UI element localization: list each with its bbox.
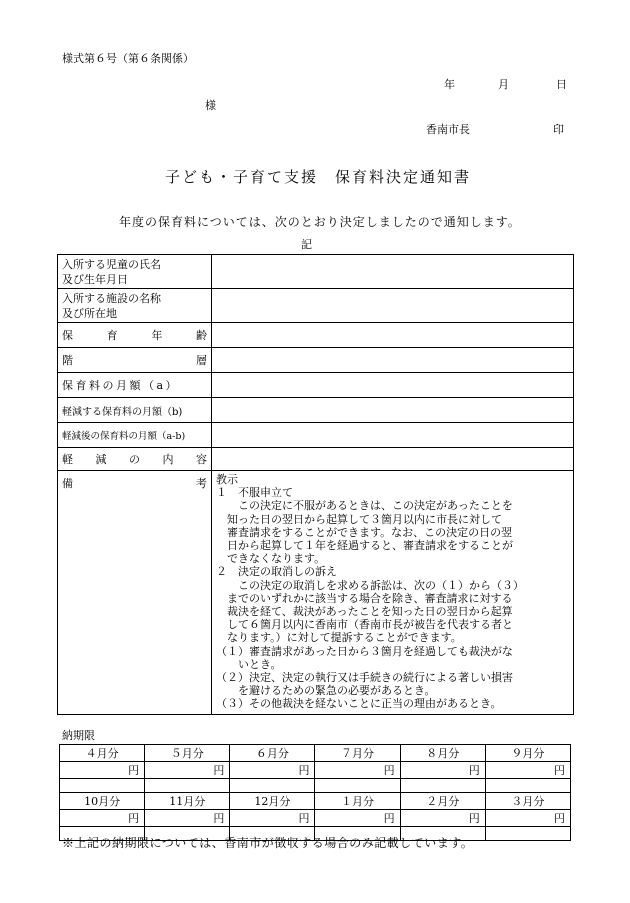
monthly-fee-field[interactable]: [212, 373, 574, 398]
label-char: 備: [62, 477, 73, 490]
remarks-cell: [212, 471, 574, 715]
notes-line: なります。）に対して提訴することができます。: [216, 631, 462, 645]
issuer-name: 香南市長: [426, 123, 470, 136]
notes-line: を避けるための緊急の必要があるとき。: [216, 684, 436, 698]
table-row: [60, 762, 571, 779]
label-char: 保: [62, 329, 73, 342]
month-header: 12月分: [230, 793, 315, 810]
row-label: 軽減する保育料の月額（b): [58, 398, 212, 423]
due-date-cell[interactable]: [60, 779, 145, 793]
month-header: ２月分: [400, 793, 485, 810]
row-label: 軽減後の保育料の月額（a-b): [58, 423, 212, 448]
row-label: [58, 348, 212, 373]
row-label: [58, 255, 212, 289]
notes-line: までのいずれかに該当する場合を除き、審査請求に対する: [216, 591, 513, 605]
form-number: 様式第６号（第６条関係）: [62, 52, 194, 65]
label-char: 齢: [195, 329, 207, 342]
amount-cell[interactable]: 円: [485, 762, 570, 779]
amount-cell[interactable]: 円: [315, 762, 400, 779]
amount-cell[interactable]: 円: [315, 810, 400, 827]
due-date-cell[interactable]: [145, 779, 230, 793]
details-table: [57, 254, 574, 715]
care-age-field[interactable]: [212, 323, 574, 348]
reduction-details-field[interactable]: [212, 448, 574, 471]
label-char: 育: [106, 329, 118, 342]
label-char: 内: [162, 453, 174, 466]
label-char: 層: [196, 354, 207, 367]
notes-line: この決定に不服があるときは、この決定があったことを: [216, 499, 513, 513]
table-row: [58, 398, 574, 423]
label-char: 容: [196, 453, 207, 466]
due-date-cell[interactable]: [315, 779, 400, 793]
month-header: ８月分: [400, 745, 485, 762]
notes-line: できなくなります。: [216, 552, 326, 566]
table-row: [58, 255, 574, 289]
month-header: 11月分: [145, 793, 230, 810]
table-row: [60, 810, 571, 827]
intro-text: 年度の保育料については、次のとおり決定しましたので通知します。: [119, 215, 521, 229]
amount-cell[interactable]: 円: [145, 762, 230, 779]
reduction-amount-field[interactable]: [212, 398, 574, 423]
table-row: [58, 448, 574, 471]
notes-line: 知った日の翌日から起算して３箇月以内に市長に対して: [216, 512, 502, 526]
reduced-fee-field[interactable]: [212, 423, 574, 448]
label-char: 階: [62, 354, 73, 367]
notes-line: して６箇月以内に香南市（香南市長が被告を代表する者と: [216, 618, 513, 632]
notes-line: 審査請求をすることができます。なお、この決定の日の翌: [216, 525, 513, 539]
month-header: ３月分: [485, 793, 570, 810]
date-day: 日: [556, 78, 567, 91]
notes-line: この決定の取消しを求める訴訟は、次の（１）から（３）: [216, 578, 524, 592]
notes-line: 日から起算して１年を経過すると、審査請求をすることが: [216, 539, 513, 553]
month-header: １月分: [315, 793, 400, 810]
amount-cell[interactable]: 円: [400, 810, 485, 827]
payment-heading: 納期限: [62, 729, 95, 742]
table-row: [58, 373, 574, 398]
notes-line: 裁決を経て、裁決があったことを知った日の翌日から起算: [216, 605, 513, 619]
table-row: [58, 323, 574, 348]
facility-name-field[interactable]: [212, 289, 574, 323]
label-line: 及び所在地: [62, 306, 117, 320]
row-label: [58, 471, 212, 715]
table-row: [60, 793, 571, 810]
month-header: ９月分: [485, 745, 570, 762]
row-label: [58, 289, 212, 323]
due-date-cell[interactable]: [485, 827, 570, 841]
document-title: 子ども・子育て支援 保育料決定通知書: [165, 168, 472, 186]
table-row: [58, 471, 574, 715]
row-label: [58, 448, 212, 471]
due-date-cell[interactable]: [400, 779, 485, 793]
table-row: [58, 348, 574, 373]
notes-line: （２）決定、決定の執行又は手続きの続行による著しい損害: [216, 671, 513, 685]
amount-cell[interactable]: 円: [60, 762, 145, 779]
tier-field[interactable]: [212, 348, 574, 373]
month-header: ６月分: [230, 745, 315, 762]
notes-line: ２ 決定の取消しの訴え: [216, 565, 337, 579]
amount-cell[interactable]: 円: [145, 810, 230, 827]
table-row: [60, 779, 571, 793]
row-label: 保育料の月額（a）: [58, 373, 212, 398]
amount-cell[interactable]: 円: [230, 810, 315, 827]
table-row: [58, 423, 574, 448]
month-header: ７月分: [315, 745, 400, 762]
label-char: 軽: [62, 453, 73, 466]
label-line: 入所する児童の氏名: [62, 257, 161, 271]
label-line: 及び生年月日: [62, 272, 128, 286]
date-year: 年: [444, 78, 455, 91]
child-name-field[interactable]: [212, 255, 574, 289]
ki-mark: 記: [301, 238, 312, 251]
amount-cell[interactable]: 円: [400, 762, 485, 779]
row-label: [58, 323, 212, 348]
notes-heading: 教示: [216, 473, 238, 486]
notes-line: いとき。: [216, 657, 282, 671]
amount-cell[interactable]: 円: [230, 762, 315, 779]
notes-line: １ 不服申立て: [216, 486, 293, 500]
payment-table: [59, 744, 571, 841]
month-header: ４月分: [60, 745, 145, 762]
label-char: 年: [151, 329, 163, 342]
label-char: 減: [95, 453, 107, 466]
month-header: ５月分: [145, 745, 230, 762]
due-date-cell[interactable]: [485, 779, 570, 793]
label-line: 入所する施設の名称: [62, 291, 161, 305]
notes-line: （１）審査請求があった日から３箇月を経過しても裁決がな: [216, 644, 513, 658]
date-month: 月: [498, 78, 509, 91]
label-char: の: [129, 453, 140, 466]
seal-mark: 印: [553, 123, 564, 136]
table-row: [60, 745, 571, 762]
addressee-suffix: 様: [205, 99, 216, 112]
table-row: [58, 289, 574, 323]
amount-cell[interactable]: 円: [485, 810, 570, 827]
due-date-cell[interactable]: [230, 779, 315, 793]
notes-line: （３）その他裁決を経ないことに正当の理由があるとき。: [216, 697, 502, 711]
month-header: 10月分: [60, 793, 145, 810]
amount-cell[interactable]: 円: [60, 810, 145, 827]
footnote: ※上記の納期限については、香南市が徴収する場合のみ記載しています。: [62, 836, 474, 850]
label-char: 考: [196, 477, 207, 490]
